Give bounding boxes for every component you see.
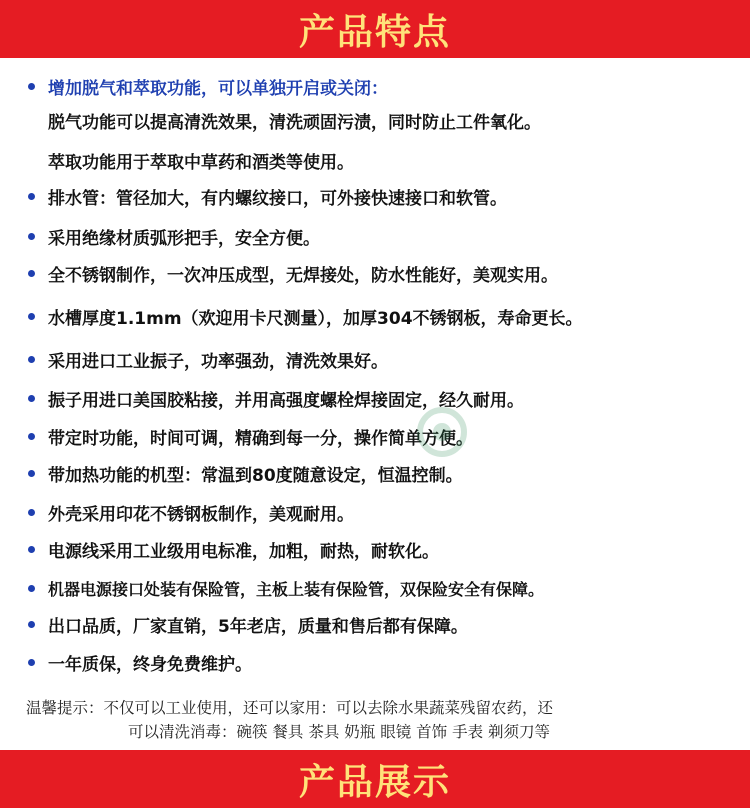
- feature-text: 排水管：管径加大，有内螺纹接口，可外接快速接口和软管。: [48, 188, 507, 209]
- dot-bullet-icon: [28, 585, 35, 592]
- feature-text: 电源线采用工业级用电标准，加粗，耐热，耐软化。: [48, 541, 439, 562]
- dot-bullet-icon: [28, 470, 35, 477]
- feature-item: [28, 257, 740, 289]
- feature-item: [28, 300, 740, 332]
- feature-item: [28, 457, 740, 489]
- tip-line-1: 温馨提示：不仅可以工业使用，还可以家用：可以去除水果蔬菜残留农药，还: [26, 699, 554, 717]
- feature-item: [28, 496, 740, 528]
- feature-item: [28, 420, 740, 452]
- dot-bullet-icon: [28, 356, 35, 363]
- feature-text: 带定时功能，时间可调，精确到每一分，操作简单方便。: [48, 428, 473, 449]
- feature-text: 带加热功能的机型：常温到80度随意设定，恒温控制。: [48, 465, 463, 486]
- dot-bullet-icon: [28, 509, 35, 516]
- feature-item: [28, 180, 740, 212]
- feature-text: 脱气功能可以提高清洗效果，清洗顽固污渍，同时防止工件氧化。: [48, 112, 541, 133]
- feature-text: 采用绝缘材质弧形把手，安全方便。: [48, 228, 320, 249]
- feature-item: [28, 533, 740, 565]
- feature-subitem: [48, 104, 750, 136]
- feature-text: 全不锈钢制作，一次冲压成型，无焊接处，防水性能好，美观实用。: [48, 265, 558, 286]
- feature-item: [28, 572, 740, 604]
- feature-text: 外壳采用印花不锈钢板制作，美观耐用。: [48, 504, 354, 525]
- feature-item: [28, 646, 740, 678]
- feature-item: [28, 382, 740, 414]
- header-title: 产品特点: [298, 10, 451, 53]
- feature-item: [28, 608, 740, 640]
- feature-text: 一年质保，终身免费维护。: [48, 654, 252, 675]
- footer-title: 产品展示: [298, 760, 451, 803]
- footer-banner: [0, 750, 750, 808]
- feature-item: [28, 70, 740, 102]
- feature-text: 机器电源接口处装有保险管，主板上装有保险管，双保险安全有保障。: [48, 579, 545, 599]
- dot-bullet-icon: [28, 233, 35, 240]
- dot-bullet-icon: [28, 270, 35, 277]
- dot-bullet-icon: [28, 433, 35, 440]
- dot-bullet-icon: [28, 659, 35, 666]
- feature-text: 水槽厚度1.1mm（欢迎用卡尺测量），加厚304不锈钢板，寿命更长。: [48, 308, 583, 329]
- header-banner: [0, 0, 750, 58]
- dot-bullet-icon: [28, 546, 35, 553]
- feature-item: [28, 220, 740, 252]
- feature-item: [28, 343, 740, 375]
- watermark-logo-icon: [402, 404, 482, 460]
- feature-text: 萃取功能用于萃取中草药和酒类等使用。: [48, 152, 354, 173]
- dot-bullet-icon: [28, 193, 35, 200]
- dot-bullet-icon: [28, 313, 35, 320]
- dot-bullet-icon: [28, 395, 35, 402]
- feature-subitem: [48, 144, 750, 176]
- feature-text: 出口品质，厂家直销，5年老店，质量和售后都有保障。: [48, 616, 468, 637]
- tip-line-2: 可以清洗消毒：碗筷 餐具 茶具 奶瓶 眼镜 首饰 手表 剃须刀等: [128, 723, 550, 741]
- dot-bullet-icon: [28, 621, 35, 628]
- feature-text: 振子用进口美国胶粘接，并用高强度螺栓焊接固定，经久耐用。: [48, 390, 524, 411]
- dot-bullet-icon: [28, 83, 35, 90]
- feature-text: 采用进口工业振子，功率强劲，清洗效果好。: [48, 351, 388, 372]
- feature-text: 增加脱气和萃取功能，可以单独开启或关闭：: [48, 78, 388, 99]
